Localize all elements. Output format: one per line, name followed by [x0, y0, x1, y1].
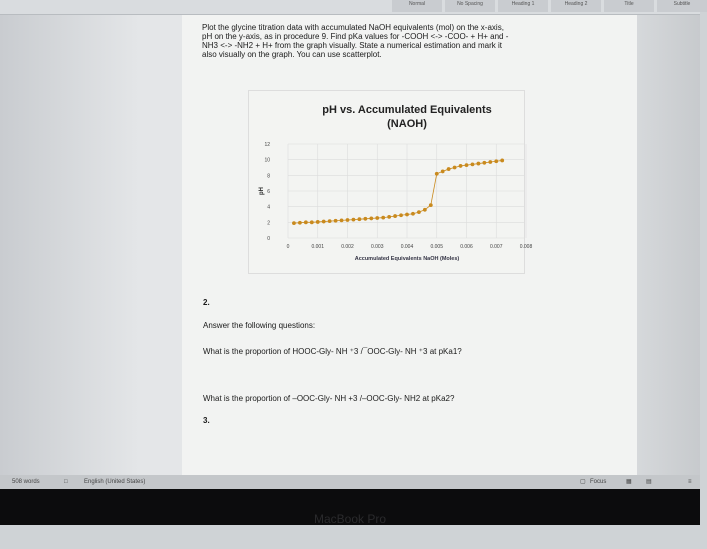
- data-point: [328, 219, 332, 223]
- series-line: [294, 160, 502, 223]
- x-tick-label: 0.004: [400, 244, 414, 250]
- proofing-icon[interactable]: □: [64, 479, 68, 485]
- data-point: [494, 159, 498, 163]
- word-count[interactable]: 508 words: [12, 479, 40, 485]
- data-point: [352, 218, 356, 222]
- data-point: [417, 210, 421, 214]
- data-point: [375, 216, 379, 220]
- y-tick-label: 4: [267, 204, 270, 211]
- x-tick-label: 0.005: [430, 244, 444, 250]
- data-point: [405, 213, 409, 217]
- section-2-number: 2.: [203, 298, 210, 307]
- y-axis-label: pH: [259, 187, 265, 195]
- data-point: [381, 216, 385, 220]
- x-tick-label: 0.006: [460, 244, 473, 250]
- data-point: [334, 219, 338, 223]
- data-point: [471, 162, 475, 166]
- chart[interactable]: [248, 90, 533, 274]
- data-point: [310, 220, 314, 224]
- x-axis-label: Accumulated Equivalents NaOH (Moles): [354, 256, 460, 262]
- instruction-line: pH on the y-axis, as in procedure 9. Find pKa values for -COOH <-> -COO- + H+ and -: [202, 32, 509, 41]
- data-point: [453, 166, 457, 170]
- data-point: [322, 220, 326, 224]
- data-point: [304, 220, 308, 224]
- data-point: [387, 215, 391, 219]
- data-point: [298, 221, 302, 225]
- x-tick-label: 0.008: [519, 244, 533, 250]
- data-point: [423, 208, 427, 212]
- menu-icon[interactable]: ≡: [688, 479, 692, 485]
- styles-ribbon: [0, 0, 700, 15]
- status-bar: [0, 475, 700, 489]
- style-subtitle[interactable]: Subtitle: [657, 0, 707, 12]
- style-heading-2[interactable]: Heading 2: [551, 0, 601, 12]
- data-point: [411, 212, 415, 216]
- data-point: [488, 160, 492, 164]
- y-tick-label: 12: [264, 142, 270, 148]
- data-point: [447, 167, 451, 171]
- instruction-line: Plot the glycine titration data with accumulated NaOH equivalents (mol) on the x-axis,: [202, 23, 504, 32]
- laptop-bezel: [0, 489, 700, 525]
- chart-title: (NAOH): [387, 118, 427, 130]
- y-tick-label: 8: [267, 173, 270, 180]
- data-point: [292, 221, 296, 225]
- x-tick-label: 0.007: [489, 244, 503, 250]
- x-tick-label: 0.002: [341, 244, 354, 250]
- data-point: [340, 218, 344, 222]
- data-point: [482, 161, 486, 165]
- focus-icon[interactable]: ▢: [580, 479, 586, 485]
- data-point: [363, 217, 367, 221]
- instructions: [202, 23, 622, 59]
- data-point: [435, 172, 439, 176]
- style-title[interactable]: Title: [604, 0, 654, 12]
- print-layout-icon[interactable]: ▦: [626, 479, 632, 485]
- data-point: [465, 163, 469, 167]
- web-layout-icon[interactable]: ▤: [646, 479, 652, 485]
- data-point: [393, 214, 397, 218]
- focus-button[interactable]: Focus: [590, 479, 607, 485]
- style-normal[interactable]: Normal: [392, 0, 442, 12]
- chart-title: pH vs. Accumulated Equivalents: [322, 104, 492, 116]
- style-no-spacing[interactable]: No Spacing: [445, 0, 495, 12]
- x-tick-label: 0.001: [311, 244, 325, 250]
- question-1: What is the proportion of HOOC-Gly- NH ⁺3 /¯OOC-Gly- NH ⁺3 at pKa1?: [203, 347, 462, 356]
- data-point: [358, 217, 362, 221]
- section-3-number: 3.: [203, 416, 210, 425]
- instruction-line: NH3 <-> -NH2 + H+ from the graph visually. State a numerical estimation and mark it: [202, 41, 502, 50]
- x-tick-label: 0.003: [370, 244, 384, 250]
- y-tick-label: 0: [267, 236, 270, 242]
- data-point: [399, 213, 403, 217]
- data-point: [316, 220, 320, 224]
- question-2: What is the proportion of –OOC-Gly- NH +3 /–OOC-Gly- NH2 at pKa2?: [203, 394, 455, 403]
- y-tick-label: 6: [267, 189, 270, 195]
- data-point: [459, 164, 463, 168]
- style-heading-1[interactable]: Heading 1: [498, 0, 548, 12]
- chart-svg: [249, 91, 533, 273]
- data-point: [346, 218, 350, 222]
- y-tick-label: 2: [267, 220, 270, 227]
- data-point: [369, 217, 373, 221]
- answer-prompt: Answer the following questions:: [203, 321, 316, 330]
- language[interactable]: English (United States): [84, 479, 146, 485]
- data-point: [500, 159, 504, 163]
- y-tick-label: 10: [264, 157, 270, 164]
- x-tick-label: 0: [286, 244, 290, 250]
- data-point: [477, 162, 481, 166]
- instruction-line: also visually on the graph. You can use scatterplot.: [202, 50, 382, 59]
- data-point: [429, 203, 433, 207]
- bezel-label: MacBook Pro: [313, 512, 387, 526]
- data-point: [441, 170, 445, 174]
